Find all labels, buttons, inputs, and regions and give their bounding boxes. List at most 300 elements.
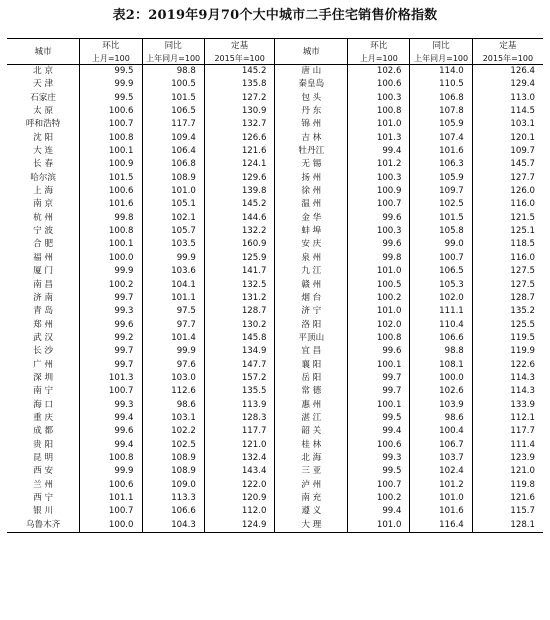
- yoy-cell: 108.9: [142, 465, 204, 478]
- table-row: [7, 492, 543, 505]
- base-cell: 111.4: [472, 439, 543, 452]
- yoy-cell: 100.0: [410, 372, 472, 385]
- mom-cell: 102.6: [348, 65, 410, 79]
- yoy-cell: 101.4: [142, 332, 204, 345]
- mom-cell: 99.4: [348, 425, 410, 438]
- column-header-base: 定基: [472, 39, 543, 54]
- table-row: [7, 399, 543, 412]
- base-cell: 127.2: [204, 92, 275, 105]
- city-cell: 石家庄: [30, 92, 56, 103]
- table-row: [7, 158, 543, 171]
- city-cell: 惠 州: [275, 399, 348, 412]
- yoy-cell: 108.9: [142, 172, 204, 185]
- table-row: [7, 118, 543, 131]
- table-row: [7, 279, 543, 292]
- yoy-cell: 102.4: [410, 465, 472, 478]
- mom-cell: 100.1: [80, 238, 142, 251]
- base-cell: 124.9: [204, 519, 275, 533]
- city-cell: 郑 州: [33, 319, 54, 330]
- yoy-cell: 101.1: [142, 292, 204, 305]
- yoy-cell: 100.4: [410, 425, 472, 438]
- city-cell: 成 都: [33, 426, 54, 437]
- base-cell: 121.6: [472, 492, 543, 505]
- yoy-cell: 108.9: [142, 452, 204, 465]
- base-cell: 131.2: [204, 292, 275, 305]
- mom-cell: 100.2: [80, 279, 142, 292]
- mom-cell: 101.3: [80, 372, 142, 385]
- city-cell: 西 安: [33, 466, 54, 477]
- mom-cell: 99.3: [348, 452, 410, 465]
- base-cell: 113.9: [204, 399, 275, 412]
- base-cell: 112.1: [472, 412, 543, 425]
- table-row: [7, 452, 543, 465]
- city-cell: 湛 江: [275, 412, 348, 425]
- table-row: [7, 105, 543, 118]
- yoy-cell: 106.8: [410, 92, 472, 105]
- mom-cell: 99.7: [80, 292, 142, 305]
- base-cell: 144.6: [204, 212, 275, 225]
- city-cell: 宁 波: [33, 226, 54, 237]
- mom-cell: 101.6: [80, 198, 142, 211]
- mom-cell: 100.6: [80, 479, 142, 492]
- city-cell: 昆 明: [33, 452, 54, 463]
- yoy-cell: 116.4: [410, 519, 472, 533]
- price-index-table-wrap: [7, 38, 543, 533]
- city-cell: 西 宁: [33, 493, 54, 503]
- city-cell: 长 沙: [33, 346, 54, 357]
- yoy-cell: 105.3: [410, 279, 472, 292]
- city-cell: 牡丹江: [275, 145, 348, 158]
- base-cell: 103.1: [472, 118, 543, 131]
- yoy-cell: 101.6: [410, 505, 472, 518]
- city-cell: 桂 林: [275, 439, 348, 452]
- mom-cell: 100.1: [348, 359, 410, 372]
- table-row: [7, 505, 543, 518]
- city-cell: 南 昌: [33, 279, 54, 290]
- city-cell: 大 连: [33, 146, 54, 157]
- column-subheader-base: 2015年=100: [472, 53, 543, 65]
- city-cell: 北 京: [33, 66, 54, 76]
- yoy-cell: 106.4: [142, 145, 204, 158]
- base-cell: 128.7: [204, 305, 275, 318]
- column-subheader-base: 2015年=100: [204, 53, 275, 65]
- yoy-cell: 109.7: [410, 185, 472, 198]
- column-subheader-yoy: 上年同月=100: [142, 53, 204, 65]
- base-cell: 141.7: [204, 265, 275, 278]
- city-cell: 济 宁: [275, 305, 348, 318]
- yoy-cell: 112.6: [142, 385, 204, 398]
- yoy-cell: 103.1: [142, 412, 204, 425]
- mom-cell: 99.7: [348, 385, 410, 398]
- city-cell: 南 宁: [33, 386, 54, 397]
- mom-cell: 100.0: [80, 252, 142, 265]
- yoy-cell: 100.7: [410, 252, 472, 265]
- base-cell: 133.9: [472, 399, 543, 412]
- base-cell: 124.1: [204, 158, 275, 171]
- mom-cell: 100.7: [348, 198, 410, 211]
- table-row: [7, 359, 543, 372]
- city-cell: 杭 州: [33, 212, 54, 223]
- yoy-cell: 102.5: [410, 198, 472, 211]
- mom-cell: 100.9: [80, 158, 142, 171]
- city-cell: 银 川: [33, 506, 54, 517]
- mom-cell: 99.3: [80, 305, 142, 318]
- base-cell: 116.0: [472, 252, 543, 265]
- yoy-cell: 110.5: [410, 78, 472, 91]
- city-cell: 丹 东: [275, 105, 348, 118]
- mom-cell: 99.8: [80, 212, 142, 225]
- base-cell: 145.2: [204, 65, 275, 79]
- yoy-cell: 103.9: [410, 399, 472, 412]
- city-cell: 岳 阳: [275, 372, 348, 385]
- city-cell: 三 亚: [275, 465, 348, 478]
- mom-cell: 100.8: [348, 332, 410, 345]
- yoy-cell: 107.4: [410, 132, 472, 145]
- city-cell: 徐 州: [275, 185, 348, 198]
- yoy-cell: 102.0: [410, 292, 472, 305]
- column-header-city: 城市: [275, 39, 348, 65]
- yoy-cell: 101.5: [142, 92, 204, 105]
- base-cell: 126.6: [204, 132, 275, 145]
- column-subheader-mom: 上月=100: [80, 53, 142, 65]
- base-cell: 132.5: [204, 279, 275, 292]
- table-row: [7, 425, 543, 438]
- base-cell: 130.9: [204, 105, 275, 118]
- yoy-cell: 102.6: [410, 385, 472, 398]
- city-cell: 广 州: [33, 359, 54, 370]
- mom-cell: 100.6: [348, 439, 410, 452]
- base-cell: 117.7: [204, 425, 275, 438]
- mom-cell: 100.7: [80, 118, 142, 131]
- base-cell: 145.8: [204, 332, 275, 345]
- mom-cell: 101.0: [348, 519, 410, 533]
- yoy-cell: 105.9: [410, 172, 472, 185]
- table-row: [7, 185, 543, 198]
- base-cell: 109.7: [472, 145, 543, 158]
- mom-cell: 100.3: [348, 225, 410, 238]
- table-row: [7, 292, 543, 305]
- mom-cell: 101.5: [80, 172, 142, 185]
- column-header-yoy: 同比: [410, 39, 472, 54]
- table-row: [7, 412, 543, 425]
- yoy-cell: 98.6: [142, 399, 204, 412]
- base-cell: 139.8: [204, 185, 275, 198]
- yoy-cell: 101.2: [410, 479, 472, 492]
- yoy-cell: 103.7: [410, 452, 472, 465]
- yoy-cell: 97.6: [142, 359, 204, 372]
- yoy-cell: 106.5: [142, 105, 204, 118]
- column-header-mom: 环比: [80, 39, 142, 54]
- yoy-cell: 101.5: [410, 212, 472, 225]
- table-row: [7, 238, 543, 251]
- city-cell: 泉 州: [275, 252, 348, 265]
- mom-cell: 99.9: [80, 265, 142, 278]
- yoy-cell: 106.8: [142, 158, 204, 171]
- city-cell: 呼和浩特: [25, 119, 61, 130]
- city-cell: 扬 州: [275, 172, 348, 185]
- yoy-cell: 105.1: [142, 198, 204, 211]
- base-cell: 128.1: [472, 519, 543, 533]
- city-cell: 吉 林: [275, 132, 348, 145]
- table-row: [7, 172, 543, 185]
- yoy-cell: 100.5: [142, 78, 204, 91]
- base-cell: 132.2: [204, 225, 275, 238]
- base-cell: 113.0: [472, 92, 543, 105]
- city-cell: 天 津: [33, 79, 54, 90]
- city-cell: 秦皇岛: [275, 78, 348, 91]
- yoy-cell: 106.6: [410, 332, 472, 345]
- mom-cell: 100.7: [80, 505, 142, 518]
- yoy-cell: 103.6: [142, 265, 204, 278]
- base-cell: 125.5: [472, 319, 543, 332]
- yoy-cell: 113.3: [142, 492, 204, 505]
- mom-cell: 100.6: [80, 185, 142, 198]
- mom-cell: 99.5: [80, 65, 142, 79]
- base-cell: 114.3: [472, 372, 543, 385]
- table-row: [7, 479, 543, 492]
- city-cell: 常 德: [275, 385, 348, 398]
- mom-cell: 99.8: [348, 252, 410, 265]
- column-header-mom: 环比: [348, 39, 410, 54]
- base-cell: 129.4: [472, 78, 543, 91]
- city-cell: 唐 山: [275, 65, 348, 79]
- table-row: [7, 345, 543, 358]
- base-cell: 114.3: [472, 385, 543, 398]
- mom-cell: 99.7: [348, 372, 410, 385]
- yoy-cell: 97.7: [142, 319, 204, 332]
- yoy-cell: 98.6: [410, 412, 472, 425]
- yoy-cell: 103.5: [142, 238, 204, 251]
- yoy-cell: 105.7: [142, 225, 204, 238]
- mom-cell: 99.2: [80, 332, 142, 345]
- base-cell: 122.6: [472, 359, 543, 372]
- yoy-cell: 101.0: [142, 185, 204, 198]
- yoy-cell: 106.6: [142, 505, 204, 518]
- city-cell: 大 理: [275, 519, 348, 533]
- yoy-cell: 104.1: [142, 279, 204, 292]
- base-cell: 134.9: [204, 345, 275, 358]
- table-row: [7, 385, 543, 398]
- city-cell: 长 春: [33, 159, 54, 170]
- city-cell: 福 州: [33, 252, 54, 263]
- base-cell: 121.6: [204, 145, 275, 158]
- base-cell: 135.8: [204, 78, 275, 91]
- yoy-cell: 109.0: [142, 479, 204, 492]
- base-cell: 121.5: [472, 212, 543, 225]
- mom-cell: 100.3: [348, 92, 410, 105]
- mom-cell: 99.6: [348, 345, 410, 358]
- table-row: [7, 332, 543, 345]
- base-cell: 123.9: [472, 452, 543, 465]
- yoy-cell: 110.4: [410, 319, 472, 332]
- yoy-cell: 107.8: [410, 105, 472, 118]
- mom-cell: 100.5: [348, 279, 410, 292]
- city-cell: 武 汉: [33, 332, 54, 343]
- yoy-cell: 99.9: [142, 252, 204, 265]
- mom-cell: 99.6: [348, 238, 410, 251]
- yoy-cell: 106.3: [410, 158, 472, 171]
- yoy-cell: 99.0: [410, 238, 472, 251]
- mom-cell: 99.5: [80, 92, 142, 105]
- table-row: [7, 305, 543, 318]
- city-cell: 平顶山: [275, 332, 348, 345]
- yoy-cell: 106.5: [410, 265, 472, 278]
- table-row: [7, 265, 543, 278]
- mom-cell: 100.0: [80, 519, 142, 533]
- mom-cell: 99.4: [348, 145, 410, 158]
- mom-cell: 100.6: [348, 78, 410, 91]
- table-row: [7, 78, 543, 91]
- yoy-cell: 102.2: [142, 425, 204, 438]
- mom-cell: 99.6: [348, 212, 410, 225]
- yoy-cell: 99.9: [142, 345, 204, 358]
- table-row: [7, 145, 543, 158]
- mom-cell: 99.4: [80, 439, 142, 452]
- table-row: [7, 212, 543, 225]
- yoy-cell: 117.7: [142, 118, 204, 131]
- table-row: [7, 519, 543, 533]
- base-cell: 132.7: [204, 118, 275, 131]
- city-cell: 泸 州: [275, 479, 348, 492]
- base-cell: 126.0: [472, 185, 543, 198]
- mom-cell: 101.3: [348, 132, 410, 145]
- city-cell: 赣 州: [275, 279, 348, 292]
- mom-cell: 101.1: [80, 492, 142, 505]
- yoy-cell: 111.1: [410, 305, 472, 318]
- table-row: [7, 252, 543, 265]
- city-cell: 贵 阳: [33, 439, 54, 450]
- base-cell: 119.5: [472, 332, 543, 345]
- yoy-cell: 102.1: [142, 212, 204, 225]
- mom-cell: 99.5: [348, 412, 410, 425]
- city-cell: 安 庆: [275, 238, 348, 251]
- mom-cell: 100.8: [348, 105, 410, 118]
- mom-cell: 99.3: [80, 399, 142, 412]
- table-row: [7, 198, 543, 211]
- yoy-cell: 101.6: [410, 145, 472, 158]
- city-cell: 重 庆: [33, 412, 54, 423]
- mom-cell: 100.8: [80, 225, 142, 238]
- city-cell: 洛 阳: [275, 319, 348, 332]
- base-cell: 127.7: [472, 172, 543, 185]
- base-cell: 119.8: [472, 479, 543, 492]
- mom-cell: 99.7: [80, 359, 142, 372]
- city-cell: 济 南: [33, 292, 54, 303]
- base-cell: 119.9: [472, 345, 543, 358]
- base-cell: 116.0: [472, 198, 543, 211]
- header-row: [7, 39, 543, 54]
- mom-cell: 101.0: [348, 118, 410, 131]
- base-cell: 121.0: [472, 465, 543, 478]
- city-cell: 韶 关: [275, 425, 348, 438]
- mom-cell: 100.8: [80, 132, 142, 145]
- base-cell: 147.7: [204, 359, 275, 372]
- yoy-cell: 103.0: [142, 372, 204, 385]
- city-cell: 哈尔滨: [30, 172, 56, 183]
- column-header-base: 定基: [204, 39, 275, 54]
- base-cell: 129.6: [204, 172, 275, 185]
- city-cell: 温 州: [275, 198, 348, 211]
- base-cell: 128.3: [204, 412, 275, 425]
- city-cell: 无 锡: [275, 158, 348, 171]
- column-subheader-mom: 上月=100: [348, 53, 410, 65]
- yoy-cell: 105.9: [410, 118, 472, 131]
- city-cell: 海 口: [33, 399, 54, 410]
- city-cell: 包 头: [275, 92, 348, 105]
- city-cell: 南 京: [33, 199, 54, 210]
- base-cell: 127.5: [472, 279, 543, 292]
- mom-cell: 99.7: [80, 345, 142, 358]
- column-subheader-yoy: 上年同月=100: [410, 53, 472, 65]
- city-cell: 乌鲁木齐: [7, 519, 80, 533]
- yoy-cell: 104.3: [142, 519, 204, 533]
- yoy-cell: 98.8: [410, 345, 472, 358]
- mom-cell: 101.0: [348, 305, 410, 318]
- table-row: [7, 372, 543, 385]
- table-row: [7, 465, 543, 478]
- base-cell: 126.4: [472, 65, 543, 79]
- mom-cell: 100.1: [348, 399, 410, 412]
- base-cell: 122.0: [204, 479, 275, 492]
- city-cell: 兰 州: [33, 479, 54, 490]
- mom-cell: 100.2: [348, 292, 410, 305]
- column-header-city: 城市: [7, 39, 80, 65]
- mom-cell: 99.6: [80, 319, 142, 332]
- city-cell: 锦 州: [275, 118, 348, 131]
- base-cell: 135.5: [204, 385, 275, 398]
- table-row: [7, 225, 543, 238]
- base-cell: 128.7: [472, 292, 543, 305]
- base-cell: 145.7: [472, 158, 543, 171]
- city-cell: 襄 阳: [275, 359, 348, 372]
- base-cell: 121.0: [204, 439, 275, 452]
- column-header-yoy: 同比: [142, 39, 204, 54]
- city-cell: 烟 台: [275, 292, 348, 305]
- yoy-cell: 109.4: [142, 132, 204, 145]
- yoy-cell: 105.8: [410, 225, 472, 238]
- city-cell: 青 岛: [33, 306, 54, 317]
- mom-cell: 101.0: [348, 265, 410, 278]
- table-body: [7, 65, 543, 533]
- yoy-cell: 102.5: [142, 439, 204, 452]
- table-row: [7, 132, 543, 145]
- base-cell: 115.7: [472, 505, 543, 518]
- base-cell: 120.1: [472, 132, 543, 145]
- city-cell: 太 原: [33, 106, 54, 117]
- mom-cell: 100.3: [348, 172, 410, 185]
- mom-cell: 102.0: [348, 319, 410, 332]
- mom-cell: 99.4: [348, 505, 410, 518]
- mom-cell: 100.6: [80, 105, 142, 118]
- base-cell: 114.5: [472, 105, 543, 118]
- city-cell: 厦 门: [33, 266, 54, 277]
- base-cell: 132.4: [204, 452, 275, 465]
- table-row: [7, 65, 543, 79]
- base-cell: 120.9: [204, 492, 275, 505]
- mom-cell: 99.6: [80, 425, 142, 438]
- base-cell: 157.2: [204, 372, 275, 385]
- base-cell: 127.5: [472, 265, 543, 278]
- mom-cell: 100.7: [348, 479, 410, 492]
- city-cell: 沈 阳: [33, 132, 54, 143]
- table-row: [7, 439, 543, 452]
- mom-cell: 99.5: [348, 465, 410, 478]
- mom-cell: 100.1: [80, 145, 142, 158]
- city-cell: 宜 昌: [275, 345, 348, 358]
- mom-cell: 100.8: [80, 452, 142, 465]
- yoy-cell: 101.0: [410, 492, 472, 505]
- city-cell: 蚌 埠: [275, 225, 348, 238]
